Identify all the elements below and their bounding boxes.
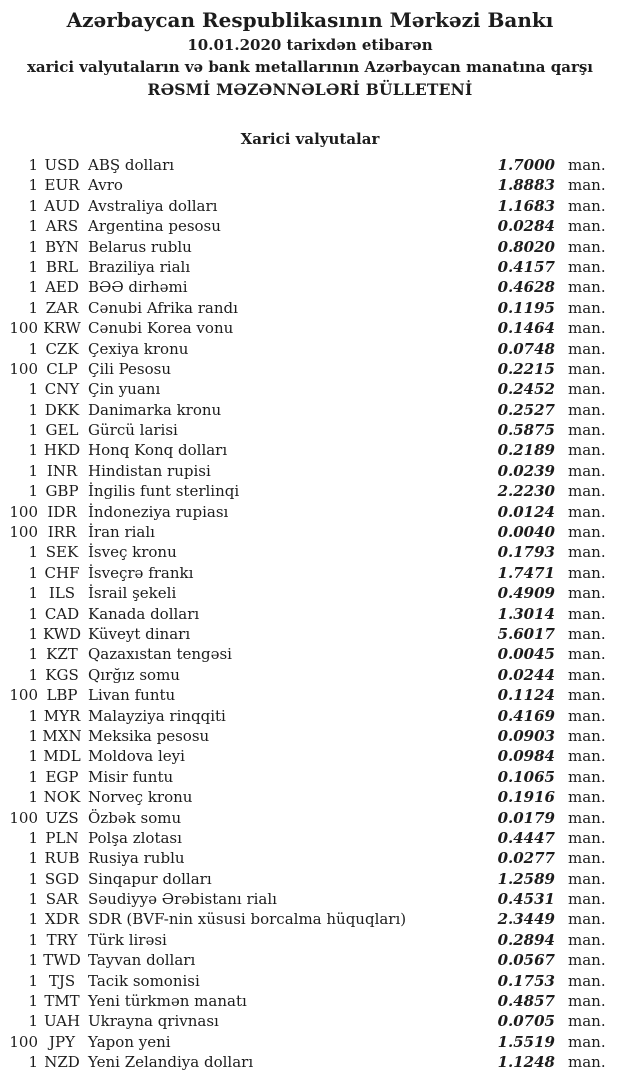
row-rate: 0.4157 xyxy=(497,257,555,276)
row-currency-code: SEK xyxy=(45,543,79,562)
row-currency-code: CLP xyxy=(46,359,78,378)
table-row xyxy=(0,787,620,807)
row-quantity: 1 xyxy=(28,992,38,1011)
row-currency-code: INR xyxy=(46,461,78,480)
row-currency-name: Qazaxıstan tengəsi xyxy=(88,645,232,664)
row-currency-name: İran rialı xyxy=(88,523,155,542)
row-quantity: 100 xyxy=(9,319,38,338)
row-unit-label: man. xyxy=(568,992,606,1011)
row-currency-name: Moldova leyi xyxy=(88,747,185,766)
row-quantity: 1 xyxy=(28,890,38,909)
table-row xyxy=(0,542,620,562)
table-row xyxy=(0,889,620,909)
row-currency-code: GBP xyxy=(45,482,79,501)
row-quantity: 1 xyxy=(28,156,38,174)
row-currency-name: SDR (BVF-nin xüsusi borcalma hüquqları) xyxy=(88,910,407,929)
table-row xyxy=(0,277,620,297)
row-currency-code: NOK xyxy=(43,788,81,807)
table-row xyxy=(0,665,620,685)
row-unit-label: man. xyxy=(568,706,606,725)
row-rate: 1.1683 xyxy=(497,196,555,215)
table-row xyxy=(0,318,620,338)
row-rate: 0.0903 xyxy=(497,726,555,745)
row-quantity: 1 xyxy=(28,869,38,888)
table-row xyxy=(0,706,620,726)
table-row xyxy=(0,481,620,501)
table-row xyxy=(0,175,620,195)
row-currency-code: LBP xyxy=(46,686,78,705)
row-currency-name: Honq Konq dolları xyxy=(88,441,228,460)
row-unit-label: man. xyxy=(568,563,606,582)
date-line: 10.01.2020 tarixdən etibarən xyxy=(187,36,433,54)
row-rate: 0.2189 xyxy=(497,441,555,460)
row-currency-name: Meksika pesosu xyxy=(88,726,210,745)
table-row xyxy=(0,624,620,644)
bulletin-header xyxy=(0,0,620,101)
row-unit-label: man. xyxy=(568,461,606,480)
row-currency-name: Tayvan dolları xyxy=(88,951,196,970)
row-rate: 1.7471 xyxy=(497,563,555,582)
table-row xyxy=(0,828,620,848)
table-row xyxy=(0,461,620,481)
table-row xyxy=(0,298,620,318)
row-quantity: 1 xyxy=(28,217,38,236)
row-quantity: 1 xyxy=(28,441,38,460)
row-quantity: 1 xyxy=(28,400,38,419)
row-unit-label: man. xyxy=(568,217,606,236)
row-quantity: 1 xyxy=(28,788,38,807)
row-currency-name: Danimarka kronu xyxy=(88,400,222,419)
row-currency-name: Yeni türkmən manatı xyxy=(88,992,247,1011)
row-currency-name: Sinqapur dolları xyxy=(88,869,212,888)
table-row xyxy=(0,237,620,257)
row-quantity: 1 xyxy=(28,380,38,399)
row-rate: 0.1793 xyxy=(497,543,555,562)
subject-line: xarici valyutaların və bank metallarının Azərbaycan manatına qarşı xyxy=(26,58,594,76)
row-currency-name: ABŞ dolları xyxy=(88,156,175,174)
row-unit-label: man. xyxy=(568,502,606,521)
row-quantity: 1 xyxy=(28,767,38,786)
table-row xyxy=(0,848,620,868)
row-unit-label: man. xyxy=(568,584,606,603)
row-quantity: 1 xyxy=(28,624,38,643)
row-quantity: 100 xyxy=(9,502,38,521)
row-currency-code: TJS xyxy=(48,971,76,990)
table-row xyxy=(0,909,620,929)
table-row xyxy=(0,644,620,664)
row-unit-label: man. xyxy=(568,930,606,949)
table-row xyxy=(0,522,620,542)
row-currency-name: İsrail şekeli xyxy=(88,584,177,603)
table-row xyxy=(0,400,620,420)
row-currency-name: Çexiya kronu xyxy=(88,339,189,358)
row-quantity: 1 xyxy=(28,930,38,949)
row-currency-name: Yapon yeni xyxy=(88,1032,171,1051)
row-rate: 0.2527 xyxy=(497,400,555,419)
row-rate: 1.2589 xyxy=(497,869,555,888)
row-rate: 0.0045 xyxy=(497,645,555,664)
row-quantity: 1 xyxy=(28,461,38,480)
table-row xyxy=(0,359,620,379)
row-currency-code: USD xyxy=(44,156,80,174)
row-unit-label: man. xyxy=(568,1012,606,1031)
row-unit-label: man. xyxy=(568,441,606,460)
row-currency-name: İndoneziya rupiası xyxy=(88,502,229,521)
table-row xyxy=(0,767,620,787)
row-currency-code: BYN xyxy=(45,237,79,256)
row-rate: 0.0124 xyxy=(497,502,555,521)
table-row xyxy=(0,726,620,746)
row-quantity: 100 xyxy=(9,1032,38,1051)
table-row xyxy=(0,991,620,1011)
row-currency-code: GEL xyxy=(45,421,79,440)
row-unit-label: man. xyxy=(568,951,606,970)
row-currency-code: AED xyxy=(45,278,79,297)
table-row xyxy=(0,563,620,583)
row-currency-code: KRW xyxy=(43,319,81,338)
row-currency-code: IRR xyxy=(47,523,77,542)
row-rate: 0.0244 xyxy=(497,665,555,684)
row-unit-label: man. xyxy=(568,176,606,195)
row-currency-code: JPY xyxy=(48,1032,75,1051)
row-currency-code: DKK xyxy=(44,400,80,419)
row-quantity: 1 xyxy=(28,665,38,684)
row-unit-label: man. xyxy=(568,869,606,888)
row-unit-label: man. xyxy=(568,1053,606,1072)
row-rate: 0.8020 xyxy=(497,237,555,256)
row-quantity: 1 xyxy=(28,482,38,501)
row-unit-label: man. xyxy=(568,196,606,215)
row-rate: 0.4447 xyxy=(497,828,555,847)
row-unit-label: man. xyxy=(568,278,606,297)
row-rate: 0.4169 xyxy=(497,706,555,725)
row-currency-name: Livan funtu xyxy=(88,686,176,705)
table-row xyxy=(0,196,620,216)
row-currency-name: Cənubi Afrika randı xyxy=(88,298,238,317)
bank-title: Azərbaycan Respublikasının Mərkəzi Bankı xyxy=(66,8,554,32)
row-quantity: 1 xyxy=(28,543,38,562)
table-row xyxy=(0,808,620,828)
row-currency-code: ILS xyxy=(48,584,76,603)
row-currency-name: İngilis funt sterlinqi xyxy=(88,482,240,501)
row-quantity: 1 xyxy=(28,278,38,297)
row-quantity: 1 xyxy=(28,747,38,766)
row-rate: 0.4531 xyxy=(497,890,555,909)
row-rate: 0.0040 xyxy=(497,523,555,542)
row-rate: 0.4909 xyxy=(497,584,555,603)
row-currency-code: EUR xyxy=(44,176,80,195)
row-currency-name: Kanada dolları xyxy=(88,604,200,623)
row-currency-code: TMT xyxy=(44,992,80,1011)
row-currency-code: CZK xyxy=(45,339,79,358)
row-unit-label: man. xyxy=(568,543,606,562)
row-unit-label: man. xyxy=(568,604,606,623)
table-row xyxy=(0,746,620,766)
row-quantity: 1 xyxy=(28,563,38,582)
row-unit-label: man. xyxy=(568,971,606,990)
row-rate: 0.0179 xyxy=(497,808,555,827)
row-quantity: 1 xyxy=(28,196,38,215)
row-currency-name: Özbək somu xyxy=(88,808,182,827)
row-rate: 0.4857 xyxy=(497,992,555,1011)
row-quantity: 1 xyxy=(28,828,38,847)
table-row xyxy=(0,1032,620,1052)
row-unit-label: man. xyxy=(568,665,606,684)
table-row xyxy=(0,1052,620,1072)
row-currency-code: UAH xyxy=(43,1012,81,1031)
row-currency-name: Qırğız somu xyxy=(88,665,180,684)
row-unit-label: man. xyxy=(568,890,606,909)
row-currency-name: Çin yuanı xyxy=(88,380,161,399)
row-rate: 0.1916 xyxy=(497,788,555,807)
row-rate: 1.3014 xyxy=(497,604,555,623)
row-rate: 1.5519 xyxy=(497,1032,555,1051)
row-currency-code: ARS xyxy=(45,217,79,236)
row-currency-code: UZS xyxy=(45,808,79,827)
row-currency-name: BƏƏ dirhəmi xyxy=(88,278,188,297)
row-rate: 0.0705 xyxy=(497,1012,555,1031)
row-rate: 0.0277 xyxy=(497,849,555,868)
row-unit-label: man. xyxy=(568,523,606,542)
row-currency-code: BRL xyxy=(45,257,79,276)
row-quantity: 1 xyxy=(28,1053,38,1072)
table-row xyxy=(0,930,620,950)
row-unit-label: man. xyxy=(568,788,606,807)
table-row xyxy=(0,1011,620,1031)
table-row xyxy=(0,685,620,705)
row-currency-code: MXN xyxy=(42,726,82,745)
row-currency-code: MYR xyxy=(43,706,81,725)
row-rate: 1.8883 xyxy=(497,176,555,195)
row-quantity: 1 xyxy=(28,584,38,603)
row-currency-name: Cənubi Korea vonu xyxy=(88,319,234,338)
row-rate: 0.0748 xyxy=(497,339,555,358)
table-row xyxy=(0,440,620,460)
row-unit-label: man. xyxy=(568,808,606,827)
row-currency-name: İsveçrə frankı xyxy=(88,563,194,582)
row-currency-code: KWD xyxy=(42,624,82,643)
table-row xyxy=(0,604,620,624)
table-row xyxy=(0,950,620,970)
row-currency-code: CNY xyxy=(44,380,80,399)
row-unit-label: man. xyxy=(568,421,606,440)
row-unit-label: man. xyxy=(568,257,606,276)
row-rate: 0.5875 xyxy=(497,421,555,440)
row-unit-label: man. xyxy=(568,156,606,174)
row-quantity: 100 xyxy=(9,523,38,542)
row-currency-code: MDL xyxy=(43,747,81,766)
row-unit-label: man. xyxy=(568,686,606,705)
row-rate: 0.2215 xyxy=(497,359,555,378)
row-rate: 0.0567 xyxy=(497,951,555,970)
row-currency-name: Gürcü larisi xyxy=(88,421,178,440)
row-unit-label: man. xyxy=(568,319,606,338)
row-currency-code: KGS xyxy=(45,665,79,684)
table-row xyxy=(0,583,620,603)
bulletin-title: RƏSMİ MƏZƏNNƏLƏRİ BÜLLETENİ xyxy=(147,80,473,99)
row-rate: 2.3449 xyxy=(497,910,555,929)
row-rate: 0.1065 xyxy=(497,767,555,786)
table-row xyxy=(0,155,620,175)
row-quantity: 1 xyxy=(28,726,38,745)
row-unit-label: man. xyxy=(568,645,606,664)
row-currency-code: XDR xyxy=(45,910,79,929)
row-quantity: 1 xyxy=(28,176,38,195)
row-currency-name: Avstraliya dolları xyxy=(88,196,218,215)
row-currency-code: NZD xyxy=(44,1053,80,1072)
row-rate: 0.0984 xyxy=(497,747,555,766)
row-unit-label: man. xyxy=(568,482,606,501)
row-currency-name: Avro xyxy=(88,176,123,195)
row-rate: 0.2452 xyxy=(497,380,555,399)
row-currency-code: EGP xyxy=(45,767,79,786)
table-row xyxy=(0,257,620,277)
row-quantity: 1 xyxy=(28,339,38,358)
row-unit-label: man. xyxy=(568,910,606,929)
row-currency-name: Türk lirəsi xyxy=(88,930,167,949)
row-currency-name: Norveç kronu xyxy=(88,788,193,807)
row-unit-label: man. xyxy=(568,380,606,399)
table-row xyxy=(0,420,620,440)
row-unit-label: man. xyxy=(568,298,606,317)
row-rate: 1.1248 xyxy=(497,1053,555,1072)
row-rate: 0.1753 xyxy=(497,971,555,990)
row-quantity: 1 xyxy=(28,604,38,623)
row-quantity: 1 xyxy=(28,1012,38,1031)
row-currency-code: KZT xyxy=(46,645,78,664)
row-currency-name: Braziliya rialı xyxy=(88,257,191,276)
section-title: Xarici valyutalar xyxy=(240,130,380,148)
row-quantity: 1 xyxy=(28,298,38,317)
table-row xyxy=(0,869,620,889)
row-currency-code: CHF xyxy=(44,563,80,582)
row-unit-label: man. xyxy=(568,339,606,358)
row-quantity: 1 xyxy=(28,421,38,440)
table-row xyxy=(0,379,620,399)
row-rate: 1.7000 xyxy=(497,156,555,174)
row-currency-code: TWD xyxy=(43,951,81,970)
row-unit-label: man. xyxy=(568,726,606,745)
row-currency-name: İsveç kronu xyxy=(88,543,177,562)
row-currency-name: Yeni Zelandiya dolları xyxy=(88,1053,254,1072)
row-rate: 0.0284 xyxy=(497,217,555,236)
row-unit-label: man. xyxy=(568,624,606,643)
rates-table-body xyxy=(0,155,620,1073)
row-unit-label: man. xyxy=(568,400,606,419)
row-rate: 2.2230 xyxy=(497,482,555,501)
row-unit-label: man. xyxy=(568,1032,606,1051)
row-currency-name: Belarus rublu xyxy=(88,237,192,256)
row-currency-name: Tacik somonisi xyxy=(88,971,200,990)
row-unit-label: man. xyxy=(568,828,606,847)
row-currency-code: SGD xyxy=(44,869,80,888)
row-unit-label: man. xyxy=(568,767,606,786)
row-currency-code: IDR xyxy=(47,502,77,521)
row-currency-name: Argentina pesosu xyxy=(88,217,221,236)
row-rate: 0.0239 xyxy=(497,461,555,480)
row-currency-code: HKD xyxy=(43,441,81,460)
row-quantity: 1 xyxy=(28,237,38,256)
row-quantity: 100 xyxy=(9,686,38,705)
row-currency-name: Küveyt dinarı xyxy=(88,624,191,643)
row-quantity: 1 xyxy=(28,910,38,929)
row-currency-name: Səudiyyə Ərəbistanı rialı xyxy=(88,890,277,909)
row-rate: 0.2894 xyxy=(497,930,555,949)
row-currency-name: Malayziya rinqqiti xyxy=(88,706,226,725)
row-currency-code: TRY xyxy=(46,930,78,949)
row-rate: 0.1464 xyxy=(497,319,555,338)
table-row xyxy=(0,339,620,359)
row-currency-name: Misir funtu xyxy=(88,767,174,786)
row-currency-name: Polşa zlotası xyxy=(88,828,182,847)
row-rate: 0.4628 xyxy=(497,278,555,297)
row-currency-name: Rusiya rublu xyxy=(88,849,185,868)
row-quantity: 100 xyxy=(9,808,38,827)
row-quantity: 1 xyxy=(28,971,38,990)
row-quantity: 1 xyxy=(28,849,38,868)
row-unit-label: man. xyxy=(568,359,606,378)
row-quantity: 1 xyxy=(28,706,38,725)
row-rate: 0.1124 xyxy=(497,686,555,705)
table-row xyxy=(0,502,620,522)
row-quantity: 1 xyxy=(28,951,38,970)
row-unit-label: man. xyxy=(568,237,606,256)
row-quantity: 100 xyxy=(9,359,38,378)
row-currency-name: Ukrayna qrivnası xyxy=(88,1012,219,1031)
row-quantity: 1 xyxy=(28,645,38,664)
row-currency-code: PLN xyxy=(45,828,79,847)
row-currency-code: ZAR xyxy=(45,298,79,317)
row-quantity: 1 xyxy=(28,257,38,276)
row-currency-name: Hindistan rupisi xyxy=(88,461,211,480)
row-currency-code: RUB xyxy=(44,849,80,868)
row-currency-name: Çili Pesosu xyxy=(88,359,172,378)
row-rate: 0.1195 xyxy=(497,298,555,317)
row-currency-code: AUD xyxy=(44,196,80,215)
row-rate: 5.6017 xyxy=(497,624,555,643)
table-row xyxy=(0,216,620,236)
row-currency-code: SAR xyxy=(45,890,79,909)
row-unit-label: man. xyxy=(568,849,606,868)
table-row xyxy=(0,971,620,991)
row-unit-label: man. xyxy=(568,747,606,766)
row-currency-code: CAD xyxy=(44,604,80,623)
